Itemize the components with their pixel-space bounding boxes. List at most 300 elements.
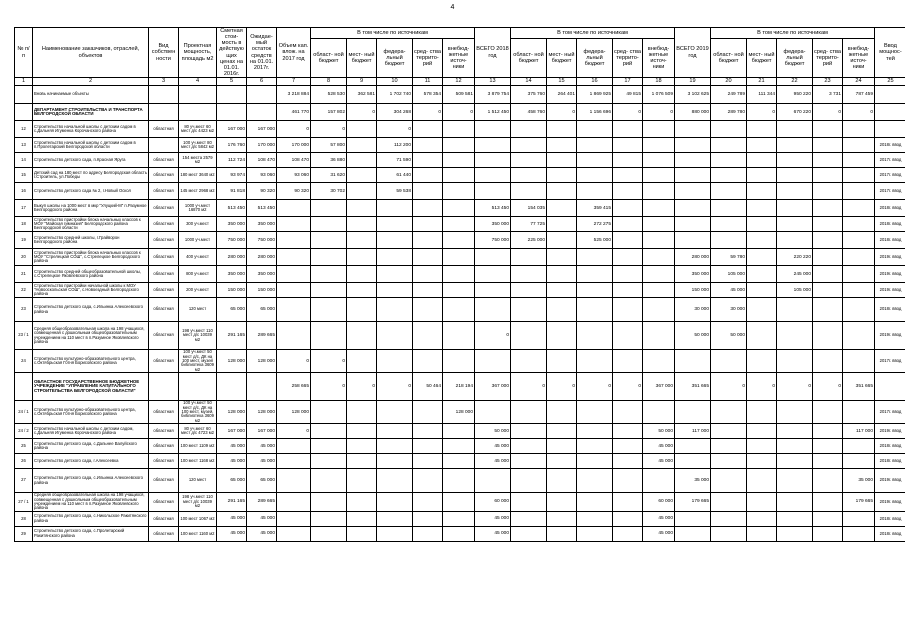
table-cell: 30 702	[311, 183, 347, 200]
table-cell	[577, 511, 613, 526]
table-cell: 180 мест 3640 м2	[179, 168, 217, 183]
table-cell: 154 035	[511, 200, 547, 217]
table-cell	[347, 249, 377, 266]
column-number: 10	[377, 78, 413, 86]
table-cell	[347, 183, 377, 200]
table-cell: областная	[149, 266, 179, 283]
table-cell	[675, 200, 711, 217]
table-cell: 45 000	[247, 439, 277, 454]
table-cell: 0	[613, 373, 643, 401]
page-number: 4	[450, 4, 455, 11]
table-cell	[547, 350, 577, 373]
table-cell: 100 уч.мест 80 мест д/с 5842 м2	[179, 138, 217, 153]
table-cell: 90 320	[277, 183, 311, 200]
table-cell: 289 665	[247, 493, 277, 512]
table-cell	[475, 266, 511, 283]
table-cell: 45 000	[475, 454, 511, 469]
table-cell	[511, 153, 547, 168]
table-cell: 12	[15, 121, 33, 138]
table-cell	[277, 511, 311, 526]
table-cell	[643, 138, 675, 153]
table-cell	[747, 350, 777, 373]
table-cell	[347, 322, 377, 350]
object-name-cell: Строительство детского сада, с.Никольское Ракитянского района	[33, 511, 149, 526]
table-cell	[311, 298, 347, 322]
table-cell: 167 000	[247, 424, 277, 439]
table-cell	[443, 249, 475, 266]
table-cell: 0	[347, 373, 377, 401]
table-cell	[547, 283, 577, 298]
column-number: 24	[843, 78, 875, 86]
table-cell	[711, 138, 747, 153]
table-cell	[475, 469, 511, 493]
table-cell: 220 220	[777, 249, 813, 266]
table-cell	[347, 232, 377, 249]
header-src-federal: федера- льный бюджет	[577, 38, 613, 77]
table-cell	[643, 217, 675, 232]
table-cell	[675, 454, 711, 469]
table-cell	[377, 439, 413, 454]
table-cell: областная	[149, 283, 179, 298]
table-cell	[149, 373, 179, 401]
table-cell	[747, 183, 777, 200]
table-cell: областная	[149, 121, 179, 138]
table-cell	[377, 249, 413, 266]
table-cell	[347, 424, 377, 439]
table-cell	[577, 424, 613, 439]
table-cell	[843, 232, 875, 249]
column-number: 14	[511, 78, 547, 86]
table-cell	[675, 526, 711, 541]
table-cell: 93 060	[247, 168, 277, 183]
table-cell: 800 уч.мест	[179, 266, 217, 283]
table-cell: 1 702 740	[377, 86, 413, 104]
table-cell	[747, 493, 777, 512]
table-cell: 35 000	[675, 469, 711, 493]
table-cell	[511, 526, 547, 541]
object-name-cell: Строительство детского сада, с.Пролетарский Ракитянского района	[33, 526, 149, 541]
table-cell	[843, 200, 875, 217]
object-name-cell: Строительство детского сада, с.Дальнее Валуйского района	[33, 439, 149, 454]
table-cell	[813, 217, 843, 232]
object-name-cell: Строительство пристройки блока начальных классов к МОУ "Стрелецкая СОШ", с.Стрелецкое Белгородского района	[33, 249, 149, 266]
header-src-offbudget: внебюд- жетные источ- ники	[843, 38, 875, 77]
table-cell	[547, 493, 577, 512]
table-cell: 167 000	[217, 424, 247, 439]
header-num: № п/п	[15, 28, 33, 78]
table-row	[15, 298, 905, 322]
table-cell	[247, 86, 277, 104]
header-ownership: Вид собствен ности	[149, 28, 179, 78]
table-cell	[643, 249, 675, 266]
table-cell	[443, 283, 475, 298]
column-number: 21	[747, 78, 777, 86]
table-cell	[149, 104, 179, 121]
table-cell	[311, 493, 347, 512]
table-cell	[475, 183, 511, 200]
table-cell: 2019г. ввод	[875, 266, 905, 283]
table-cell	[443, 350, 475, 373]
table-cell	[247, 373, 277, 401]
table-cell: 145 мест 2968 м2	[179, 183, 217, 200]
table-cell	[747, 439, 777, 454]
table-cell: 528 530	[311, 86, 347, 104]
table-cell: 3 218 884	[277, 86, 311, 104]
table-cell: 258 665	[277, 373, 311, 401]
table-row	[15, 322, 905, 350]
table-cell: 0	[747, 373, 777, 401]
table-cell	[613, 121, 643, 138]
table-cell	[711, 493, 747, 512]
table-cell: 750 000	[475, 232, 511, 249]
table-cell	[347, 200, 377, 217]
table-cell: 30 000	[675, 298, 711, 322]
table-cell: 170 000	[247, 138, 277, 153]
table-cell: 50 464	[413, 373, 443, 401]
table-cell	[777, 424, 813, 439]
table-cell: 350 000	[475, 217, 511, 232]
table-cell: 461 770	[277, 104, 311, 121]
table-cell	[613, 138, 643, 153]
table-cell	[875, 86, 905, 104]
table-cell: 65 000	[217, 469, 247, 493]
table-cell: 2017г. ввод	[875, 350, 905, 373]
table-cell: 367 000	[475, 373, 511, 401]
table-cell	[777, 232, 813, 249]
table-cell: областная	[149, 511, 179, 526]
table-cell: 0	[443, 104, 475, 121]
table-cell: 280 000	[217, 249, 247, 266]
table-cell: 198 уч.мест 110 мест д/с 10039 м2	[179, 322, 217, 350]
table-cell	[547, 183, 577, 200]
table-cell	[217, 104, 247, 121]
table-cell	[813, 424, 843, 439]
table-cell: 15	[15, 168, 33, 183]
table-cell	[843, 183, 875, 200]
table-cell: 108 470	[247, 153, 277, 168]
table-cell: 200 уч.мест	[179, 283, 217, 298]
column-number: 18	[643, 78, 675, 86]
header-src-territory: сред- ства террито- рий	[613, 38, 643, 77]
table-cell	[613, 439, 643, 454]
table-cell: 105 000	[711, 266, 747, 283]
table-cell	[813, 283, 843, 298]
object-name-cell: Строительство начальной школы с детским садом в с.Дальняя Игуменка Корочанского района	[33, 121, 149, 138]
table-cell	[511, 493, 547, 512]
table-cell: 45 000	[217, 526, 247, 541]
table-cell: 27	[15, 469, 33, 493]
table-cell	[711, 350, 747, 373]
table-cell: 128 000	[217, 350, 247, 373]
table-cell	[613, 232, 643, 249]
table-cell: 30 000	[711, 298, 747, 322]
table-cell	[377, 298, 413, 322]
table-cell: областная	[149, 232, 179, 249]
table-cell: 1 869 925	[577, 86, 613, 104]
table-cell: 150 000	[217, 283, 247, 298]
table-body	[15, 78, 905, 542]
table-cell	[577, 183, 613, 200]
column-number: 19	[675, 78, 711, 86]
table-cell	[747, 298, 777, 322]
table-cell	[311, 439, 347, 454]
table-cell: 272 275	[577, 217, 613, 232]
table-cell	[277, 266, 311, 283]
table-cell	[413, 322, 443, 350]
table-cell: 100 уч.мест 50 мест д/с, ДК на 100 мест, музей библиотека 3609 м2	[179, 350, 217, 373]
table-cell: 264 401	[547, 86, 577, 104]
table-cell	[711, 454, 747, 469]
table-cell	[613, 454, 643, 469]
table-cell	[443, 266, 475, 283]
table-cell	[413, 401, 443, 424]
table-cell	[443, 153, 475, 168]
table-cell: 150 000	[247, 283, 277, 298]
table-cell	[347, 153, 377, 168]
table-cell: 105 000	[777, 283, 813, 298]
column-number: 6	[247, 78, 277, 86]
table-cell: 50 000	[475, 424, 511, 439]
table-cell	[247, 104, 277, 121]
table-cell	[613, 493, 643, 512]
table-cell: 45 000	[475, 511, 511, 526]
table-cell	[577, 454, 613, 469]
table-row	[15, 350, 905, 373]
table-cell	[443, 526, 475, 541]
table-cell: 289 780	[711, 104, 747, 121]
table-cell	[347, 217, 377, 232]
table-cell: 17	[15, 200, 33, 217]
table-cell	[747, 526, 777, 541]
table-cell: 120 мест	[179, 298, 217, 322]
table-cell	[347, 526, 377, 541]
table-cell	[547, 232, 577, 249]
table-cell	[413, 168, 443, 183]
object-name-cell: Строительство пристройки начальной школы к МОУ "Новооскольская СОШ", с.Новоездный Белгородского района	[33, 283, 149, 298]
table-cell	[813, 298, 843, 322]
table-cell	[443, 511, 475, 526]
table-cell	[511, 283, 547, 298]
table-cell: 280 000	[675, 249, 711, 266]
table-cell: 27 / 1	[15, 493, 33, 512]
table-cell	[747, 454, 777, 469]
table-cell: 167 000	[217, 121, 247, 138]
table-cell	[15, 104, 33, 121]
table-cell	[443, 138, 475, 153]
table-cell: 59 780	[711, 249, 747, 266]
table-cell	[347, 121, 377, 138]
table-cell	[875, 121, 905, 138]
table-cell: 367 000	[643, 373, 675, 401]
table-cell: 0	[777, 373, 813, 401]
table-cell	[643, 350, 675, 373]
table-cell	[511, 511, 547, 526]
header-name: Наименование заказчиков, отраслей, объектов	[33, 28, 149, 78]
table-cell: 90 320	[247, 183, 277, 200]
header-src-local: мест- ный бюджет	[347, 38, 377, 77]
table-cell	[547, 469, 577, 493]
table-cell	[443, 217, 475, 232]
table-cell: 65 000	[247, 469, 277, 493]
table-row	[15, 511, 905, 526]
column-number: 16	[577, 78, 613, 86]
table-cell: 100 уч.мест 50 мест д/с, ДК на 100 мест, музей, библиотека 3609 м2	[179, 401, 217, 424]
table-cell	[475, 121, 511, 138]
table-cell	[511, 439, 547, 454]
table-cell	[675, 401, 711, 424]
table-cell: 0	[547, 104, 577, 121]
table-cell	[511, 183, 547, 200]
table-cell: 291 165	[217, 322, 247, 350]
table-cell: 513 450	[217, 200, 247, 217]
table-cell	[277, 469, 311, 493]
table-cell: 22	[15, 283, 33, 298]
table-cell: 375 760	[511, 86, 547, 104]
table-cell	[643, 401, 675, 424]
table-cell	[511, 266, 547, 283]
table-cell: областная	[149, 493, 179, 512]
table-cell	[711, 526, 747, 541]
table-cell: областная	[149, 298, 179, 322]
table-cell: 45 000	[643, 439, 675, 454]
table-cell	[443, 121, 475, 138]
column-number: 13	[475, 78, 511, 86]
table-cell	[813, 153, 843, 168]
table-cell: 509 581	[443, 86, 475, 104]
table-cell	[711, 232, 747, 249]
table-cell: 2018г. ввод	[875, 439, 905, 454]
table-cell	[547, 153, 577, 168]
table-cell: 0	[277, 424, 311, 439]
header-src-offbudget: внебюд- жетные источ- ники	[443, 38, 475, 77]
header-src-territory: сред- ства террито- рий	[813, 38, 843, 77]
table-cell: 1000 уч.мест 16870 м2	[179, 200, 217, 217]
table-cell	[413, 249, 443, 266]
table-cell	[547, 298, 577, 322]
table-cell	[475, 283, 511, 298]
table-cell	[377, 526, 413, 541]
table-cell	[813, 168, 843, 183]
table-cell	[475, 138, 511, 153]
table-cell	[875, 373, 905, 401]
table-cell	[613, 298, 643, 322]
table-cell	[347, 266, 377, 283]
table-cell	[711, 153, 747, 168]
column-number: 25	[875, 78, 905, 86]
table-row	[15, 439, 905, 454]
table-cell	[15, 86, 33, 104]
table-cell	[377, 217, 413, 232]
table-cell	[277, 283, 311, 298]
column-number: 17	[613, 78, 643, 86]
table-cell: 50 000	[711, 322, 747, 350]
table-cell: 100 мест 1160 м2	[179, 526, 217, 541]
header-vol2017: Объем кап. влож. на 2017 год	[277, 28, 311, 78]
table-cell	[777, 298, 813, 322]
table-cell: 351 665	[843, 373, 875, 401]
table-cell	[377, 469, 413, 493]
table-cell	[443, 469, 475, 493]
table-cell: 249 789	[711, 86, 747, 104]
table-cell	[711, 121, 747, 138]
table-cell: 16	[15, 183, 33, 200]
table-cell	[675, 439, 711, 454]
table-cell: областная	[149, 200, 179, 217]
table-cell	[643, 283, 675, 298]
object-name-cell: Строительство детского сада, с.Ильинка Алексеевского района	[33, 469, 149, 493]
table-cell: 218 194	[443, 373, 475, 401]
table-cell: 93 060	[277, 168, 311, 183]
table-cell	[843, 249, 875, 266]
table-cell: 31 620	[311, 168, 347, 183]
table-row	[15, 249, 905, 266]
table-cell: 45 000	[217, 454, 247, 469]
table-cell: областная	[149, 401, 179, 424]
table-cell	[813, 322, 843, 350]
table-cell: 1000 уч.мест	[179, 232, 217, 249]
header-src-regional: област- ной бюджет	[311, 38, 347, 77]
header-src-regional: област- ной бюджет	[511, 38, 547, 77]
table-cell: 750 000	[217, 232, 247, 249]
table-cell	[443, 322, 475, 350]
table-cell	[577, 153, 613, 168]
table-cell: 2019г. ввод	[875, 249, 905, 266]
table-cell: 35 000	[843, 469, 875, 493]
table-cell	[813, 454, 843, 469]
table-cell: 24	[15, 350, 33, 373]
table-cell: 0	[547, 373, 577, 401]
table-cell	[813, 350, 843, 373]
table-cell: 0	[613, 104, 643, 121]
table-cell	[577, 401, 613, 424]
table-cell	[577, 469, 613, 493]
table-cell: 1 512 450	[475, 104, 511, 121]
table-cell	[643, 168, 675, 183]
table-cell	[843, 298, 875, 322]
table-cell: областная	[149, 168, 179, 183]
column-number: 22	[777, 78, 813, 86]
table-cell: 0	[347, 104, 377, 121]
table-cell	[547, 424, 577, 439]
table-cell: 2017г. ввод	[875, 168, 905, 183]
object-name-cell: Вновь начинаемые объекты	[33, 86, 149, 104]
table-cell	[413, 526, 443, 541]
table-cell	[311, 469, 347, 493]
table-cell	[777, 454, 813, 469]
table-cell: 20	[15, 249, 33, 266]
table-cell: 24 / 1	[15, 401, 33, 424]
table-cell: 157 802	[311, 104, 347, 121]
table-cell	[711, 401, 747, 424]
table-cell	[613, 401, 643, 424]
table-row	[15, 168, 905, 183]
header-src-regional: област- ной бюджет	[711, 38, 747, 77]
table-cell: 100 мест 1067 м2	[179, 511, 217, 526]
table-cell	[613, 217, 643, 232]
table-cell	[843, 350, 875, 373]
object-name-cell: Строительство культурно-образовательного центра, с.Октябрьская Готня Борисовского района	[33, 401, 149, 424]
table-cell	[277, 439, 311, 454]
table-row	[15, 283, 905, 298]
table-cell	[547, 454, 577, 469]
table-cell	[843, 266, 875, 283]
table-cell: 0	[643, 104, 675, 121]
table-cell: 23	[15, 298, 33, 322]
table-cell: 29	[15, 526, 33, 541]
table-cell	[377, 401, 413, 424]
header-src-local: мест- ный бюджет	[547, 38, 577, 77]
table-cell: 3 102 625	[675, 86, 711, 104]
